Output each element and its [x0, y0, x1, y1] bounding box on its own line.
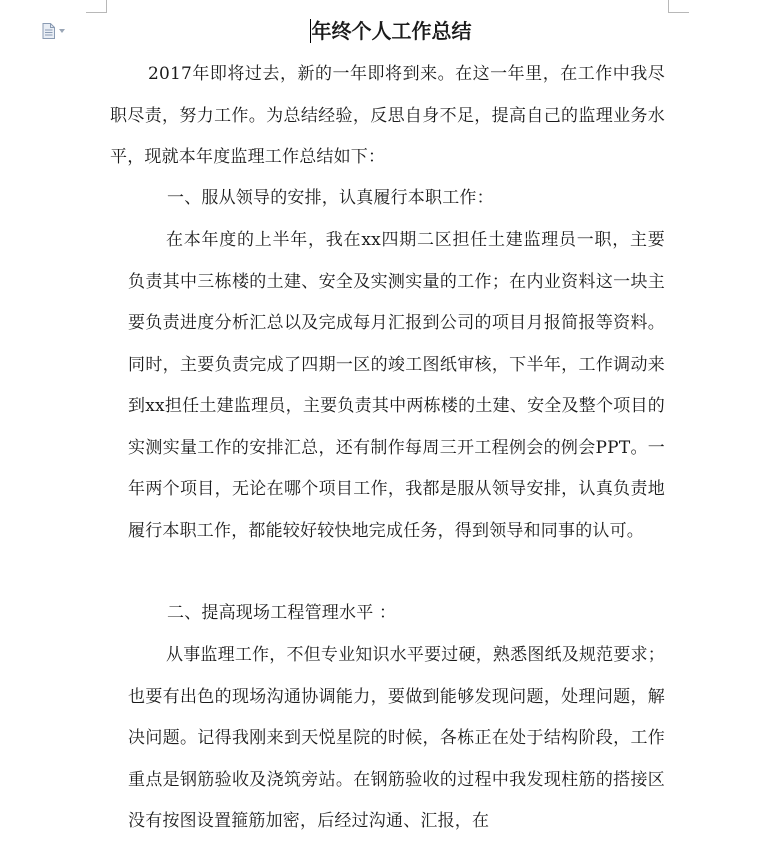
text-cursor	[310, 19, 311, 43]
section-heading-1: 一、服从领导的安排，认真履行本职工作：	[167, 188, 494, 208]
crop-mark-top-left	[86, 0, 107, 13]
paragraph-site: 从事监理工作，不但专业知识水平要过硬，熟悉图纸及规范要求；也要有出色的现场沟通协调能力，要做到能够发现问题，处理问题，解决问题。记得我刚来到天悦星院的时候，各栋正在处于结构阶段，工作重点是钢筋验收及浇筑旁站。在钢筋验收的过程中我发现柱筋的搭接区没有按图设置箍筋加密，后经过沟通、汇报，在	[128, 645, 665, 831]
crop-mark-top-right	[668, 0, 689, 13]
paragraph-work: 在本年度的上半年，我在xx四期二区担任土建监理员一职，主要负责其中三栋楼的土建、安全及实测实量的工作；在内业资料这一块主要负责进度分析汇总以及完成每月汇报到公司的项目月报简报等资料。同时，主要负责完成了四期一区的竣工图纸审核，下半年，工作调动来到xx担任土建监理员，主要负责其中两栋楼的土建、安全及整个项目的实测实量工作的安排汇总，还有制作每周三开工程例会的例会PPT。一年两个项目，无论在哪个项目工作，我都是服从领导安排，认真负责地履行本职工作，都能较好较快地完成任务，得到领导和同事的认可。	[128, 230, 665, 541]
document-title-text: 年终个人工作总结	[311, 19, 472, 43]
document-title	[0, 14, 781, 48]
section-heading-2: 二、提高现场工程管理水平 ：	[167, 603, 397, 623]
paragraph-intro: 2017年即将过去，新的一年即将到来。在这一年里，在工作中我尽职尽责，努力工作。为总结经验，反思自身不足，提高自己的监理业务水平，现就本年度监理工作总结如下：	[110, 64, 665, 167]
